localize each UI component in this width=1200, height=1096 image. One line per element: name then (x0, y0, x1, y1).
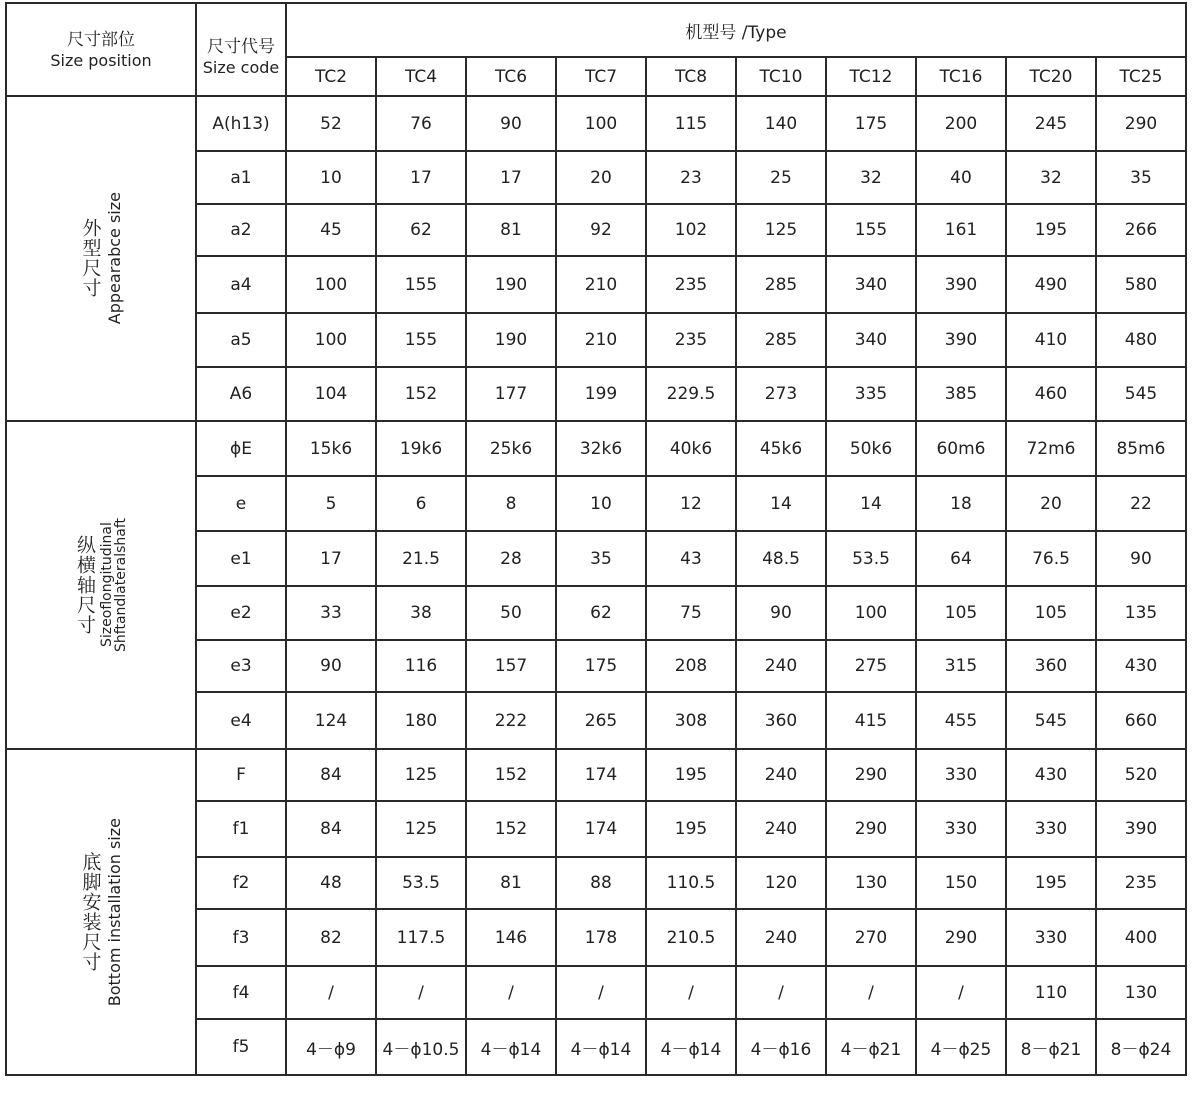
size-code-header (196, 3, 286, 96)
value-cell: 100 (286, 256, 376, 313)
type-col-header: TC4 (376, 57, 466, 96)
value-cell: 25 (736, 151, 826, 204)
value-cell: 195 (646, 749, 736, 801)
value-cell: 360 (1006, 640, 1096, 692)
size-code-cell: e (196, 476, 286, 531)
value-cell: 240 (736, 801, 826, 857)
value-cell: 330 (916, 801, 1006, 857)
value-cell: 105 (1006, 586, 1096, 640)
value-cell: 455 (916, 692, 1006, 749)
section-name-en: Shftandlateralshaft (113, 518, 129, 652)
value-cell: 175 (556, 640, 646, 692)
value-cell: 200 (916, 96, 1006, 151)
value-cell: 90 (286, 640, 376, 692)
value-cell: 50 (466, 586, 556, 640)
value-cell: 290 (916, 909, 1006, 966)
value-cell: 155 (376, 256, 466, 313)
value-cell: 50k6 (826, 421, 916, 476)
value-cell: 210 (556, 256, 646, 313)
value-cell: 315 (916, 640, 1006, 692)
value-cell: 520 (1096, 749, 1186, 801)
value-cell: 85m6 (1096, 421, 1186, 476)
value-cell: 161 (916, 204, 1006, 256)
type-col-header: TC16 (916, 57, 1006, 96)
size-position-cn: 尺寸部位 (67, 29, 135, 50)
value-cell: 155 (376, 313, 466, 367)
value-cell: 62 (556, 586, 646, 640)
size-code-cn: 尺寸代号 (207, 36, 275, 57)
value-cell: 12 (646, 476, 736, 531)
value-cell: 135 (1096, 586, 1186, 640)
value-cell: 400 (1096, 909, 1186, 966)
table-row (6, 96, 1186, 151)
value-cell: 105 (916, 586, 1006, 640)
size-code-cell: f3 (196, 909, 286, 966)
value-cell: 53.5 (376, 857, 466, 909)
value-cell: 81 (466, 204, 556, 256)
value-cell: 240 (736, 909, 826, 966)
value-cell: 545 (1096, 367, 1186, 421)
value-cell: 100 (556, 96, 646, 151)
section-label-cell (6, 96, 196, 421)
section-name-en: Bottom installation size (104, 817, 124, 1007)
value-cell: 90 (466, 96, 556, 151)
size-position-en: Size position (50, 50, 152, 70)
value-cell: 76.5 (1006, 531, 1096, 586)
size-code-cell: ϕE (196, 421, 286, 476)
value-cell: 285 (736, 256, 826, 313)
value-cell: 140 (736, 96, 826, 151)
value-cell: 120 (736, 857, 826, 909)
value-cell: 390 (916, 313, 1006, 367)
value-cell: 8－ϕ21 (1006, 1019, 1096, 1075)
value-cell: 84 (286, 749, 376, 801)
value-cell: 222 (466, 692, 556, 749)
value-cell: 240 (736, 749, 826, 801)
value-cell: 175 (826, 96, 916, 151)
value-cell: 25k6 (466, 421, 556, 476)
size-code-cell: f1 (196, 801, 286, 857)
value-cell: 155 (826, 204, 916, 256)
value-cell: 545 (1006, 692, 1096, 749)
value-cell: 115 (646, 96, 736, 151)
value-cell: 17 (376, 151, 466, 204)
value-cell: 23 (646, 151, 736, 204)
value-cell: 20 (556, 151, 646, 204)
value-cell: 308 (646, 692, 736, 749)
value-cell: 6 (376, 476, 466, 531)
value-cell: 235 (1096, 857, 1186, 909)
value-cell: 229.5 (646, 367, 736, 421)
size-position-header (6, 3, 196, 96)
section-name-en: Sizeoflongitudinal (99, 522, 115, 648)
value-cell: 340 (826, 313, 916, 367)
value-cell: / (916, 966, 1006, 1019)
value-cell: 33 (286, 586, 376, 640)
value-cell: 38 (376, 586, 466, 640)
value-cell: 152 (466, 801, 556, 857)
value-cell: 21.5 (376, 531, 466, 586)
value-cell: 92 (556, 204, 646, 256)
value-cell: 90 (736, 586, 826, 640)
table-row (6, 421, 1186, 476)
value-cell: 130 (1096, 966, 1186, 1019)
value-cell: 146 (466, 909, 556, 966)
value-cell: 195 (646, 801, 736, 857)
value-cell: 125 (376, 801, 466, 857)
value-cell: 48.5 (736, 531, 826, 586)
value-cell: 100 (826, 586, 916, 640)
value-cell: 390 (916, 256, 1006, 313)
value-cell: 14 (826, 476, 916, 531)
value-cell: 235 (646, 313, 736, 367)
table-row (6, 749, 1186, 801)
value-cell: 130 (826, 857, 916, 909)
value-cell: 415 (826, 692, 916, 749)
value-cell: 43 (646, 531, 736, 586)
value-cell: 4－ϕ9 (286, 1019, 376, 1075)
value-cell: 81 (466, 857, 556, 909)
value-cell: 290 (826, 801, 916, 857)
size-code-cell: a5 (196, 313, 286, 367)
value-cell: 52 (286, 96, 376, 151)
value-cell: 430 (1096, 640, 1186, 692)
value-cell: 4－ϕ21 (826, 1019, 916, 1075)
value-cell: 22 (1096, 476, 1186, 531)
value-cell: 124 (286, 692, 376, 749)
value-cell: 270 (826, 909, 916, 966)
value-cell: 53.5 (826, 531, 916, 586)
value-cell: / (646, 966, 736, 1019)
value-cell: 580 (1096, 256, 1186, 313)
size-code-cell: A6 (196, 367, 286, 421)
value-cell: 19k6 (376, 421, 466, 476)
section-name-cn: 纵横轴尺寸 (74, 534, 96, 635)
value-cell: 360 (736, 692, 826, 749)
section-name-cn: 外型尺寸 (79, 218, 102, 299)
value-cell: 330 (1006, 801, 1096, 857)
value-cell: 110.5 (646, 857, 736, 909)
value-cell: 8 (466, 476, 556, 531)
type-col-header: TC2 (286, 57, 376, 96)
value-cell: 340 (826, 256, 916, 313)
value-cell: 4－ϕ25 (916, 1019, 1006, 1075)
value-cell: 116 (376, 640, 466, 692)
value-cell: 235 (646, 256, 736, 313)
type-col-header: TC20 (1006, 57, 1096, 96)
value-cell: 208 (646, 640, 736, 692)
value-cell: / (736, 966, 826, 1019)
value-cell: 45 (286, 204, 376, 256)
value-cell: 90 (1096, 531, 1186, 586)
value-cell: 290 (826, 749, 916, 801)
value-cell: 4－ϕ14 (556, 1019, 646, 1075)
value-cell: / (286, 966, 376, 1019)
value-cell: 290 (1096, 96, 1186, 151)
value-cell: 102 (646, 204, 736, 256)
type-col-header: TC25 (1096, 57, 1186, 96)
type-col-header: TC12 (826, 57, 916, 96)
size-code-cell: a2 (196, 204, 286, 256)
value-cell: 35 (1096, 151, 1186, 204)
value-cell: 76 (376, 96, 466, 151)
value-cell: 32 (826, 151, 916, 204)
value-cell: 40 (916, 151, 1006, 204)
section-label-cell (6, 749, 196, 1075)
value-cell: 18 (916, 476, 1006, 531)
value-cell: 45k6 (736, 421, 826, 476)
value-cell: 150 (916, 857, 1006, 909)
size-code-cell: f5 (196, 1019, 286, 1075)
value-cell: 84 (286, 801, 376, 857)
section-name-cn: 底脚安装尺寸 (79, 851, 102, 972)
value-cell: 117.5 (376, 909, 466, 966)
value-cell: 660 (1096, 692, 1186, 749)
type-col-header: TC8 (646, 57, 736, 96)
value-cell: 174 (556, 801, 646, 857)
value-cell: 125 (376, 749, 466, 801)
value-cell: 285 (736, 313, 826, 367)
value-cell: 240 (736, 640, 826, 692)
section-name-en: Appearabce size (104, 192, 124, 325)
value-cell: 104 (286, 367, 376, 421)
size-code-cell: f4 (196, 966, 286, 1019)
value-cell: 275 (826, 640, 916, 692)
value-cell: 266 (1096, 204, 1186, 256)
value-cell: 4－ϕ10.5 (376, 1019, 466, 1075)
value-cell: / (826, 966, 916, 1019)
value-cell: 180 (376, 692, 466, 749)
value-cell: 410 (1006, 313, 1096, 367)
value-cell: 32 (1006, 151, 1096, 204)
type-col-header: TC6 (466, 57, 556, 96)
size-code-cell: e2 (196, 586, 286, 640)
value-cell: 20 (1006, 476, 1096, 531)
value-cell: 199 (556, 367, 646, 421)
value-cell: 48 (286, 857, 376, 909)
size-code-cell: e4 (196, 692, 286, 749)
value-cell: / (466, 966, 556, 1019)
value-cell: 5 (286, 476, 376, 531)
value-cell: 430 (1006, 749, 1096, 801)
value-cell: 15k6 (286, 421, 376, 476)
value-cell: 190 (466, 313, 556, 367)
value-cell: 88 (556, 857, 646, 909)
value-cell: / (376, 966, 466, 1019)
size-code-cell: a1 (196, 151, 286, 204)
value-cell: 385 (916, 367, 1006, 421)
value-cell: 82 (286, 909, 376, 966)
value-cell: 480 (1096, 313, 1186, 367)
value-cell: 40k6 (646, 421, 736, 476)
value-cell: 273 (736, 367, 826, 421)
value-cell: 190 (466, 256, 556, 313)
value-cell: 178 (556, 909, 646, 966)
value-cell: 64 (916, 531, 1006, 586)
size-code-cell: A(h13) (196, 96, 286, 151)
value-cell: 210.5 (646, 909, 736, 966)
size-code-cell: a4 (196, 256, 286, 313)
value-cell: 110 (1006, 966, 1096, 1019)
value-cell: 28 (466, 531, 556, 586)
value-cell: 8－ϕ24 (1096, 1019, 1186, 1075)
size-code-en: Size code (202, 57, 280, 77)
type-col-header: TC7 (556, 57, 646, 96)
value-cell: 35 (556, 531, 646, 586)
size-code-cell: e1 (196, 531, 286, 586)
value-cell: 75 (646, 586, 736, 640)
value-cell: 17 (466, 151, 556, 204)
value-cell: 210 (556, 313, 646, 367)
value-cell: 14 (736, 476, 826, 531)
size-table (5, 2, 1187, 1076)
value-cell: 490 (1006, 256, 1096, 313)
value-cell: 4－ϕ16 (736, 1019, 826, 1075)
value-cell: 152 (466, 749, 556, 801)
section-label-cell (6, 421, 196, 749)
value-cell: 390 (1096, 801, 1186, 857)
value-cell: 174 (556, 749, 646, 801)
value-cell: 72m6 (1006, 421, 1096, 476)
size-code-cell: f2 (196, 857, 286, 909)
value-cell: 32k6 (556, 421, 646, 476)
value-cell: 460 (1006, 367, 1096, 421)
value-cell: 4－ϕ14 (646, 1019, 736, 1075)
value-cell: 330 (916, 749, 1006, 801)
type-col-header: TC10 (736, 57, 826, 96)
value-cell: 60m6 (916, 421, 1006, 476)
value-cell: 245 (1006, 96, 1096, 151)
size-code-cell: e3 (196, 640, 286, 692)
value-cell: 157 (466, 640, 556, 692)
value-cell: 152 (376, 367, 466, 421)
size-code-cell: F (196, 749, 286, 801)
value-cell: 10 (286, 151, 376, 204)
value-cell: 4－ϕ14 (466, 1019, 556, 1075)
type-header: 机型号 /Type (286, 3, 1186, 57)
value-cell: 195 (1006, 204, 1096, 256)
value-cell: 265 (556, 692, 646, 749)
value-cell: 10 (556, 476, 646, 531)
value-cell: 330 (1006, 909, 1096, 966)
value-cell: 195 (1006, 857, 1096, 909)
value-cell: / (556, 966, 646, 1019)
value-cell: 177 (466, 367, 556, 421)
value-cell: 100 (286, 313, 376, 367)
value-cell: 125 (736, 204, 826, 256)
value-cell: 62 (376, 204, 466, 256)
value-cell: 17 (286, 531, 376, 586)
value-cell: 335 (826, 367, 916, 421)
